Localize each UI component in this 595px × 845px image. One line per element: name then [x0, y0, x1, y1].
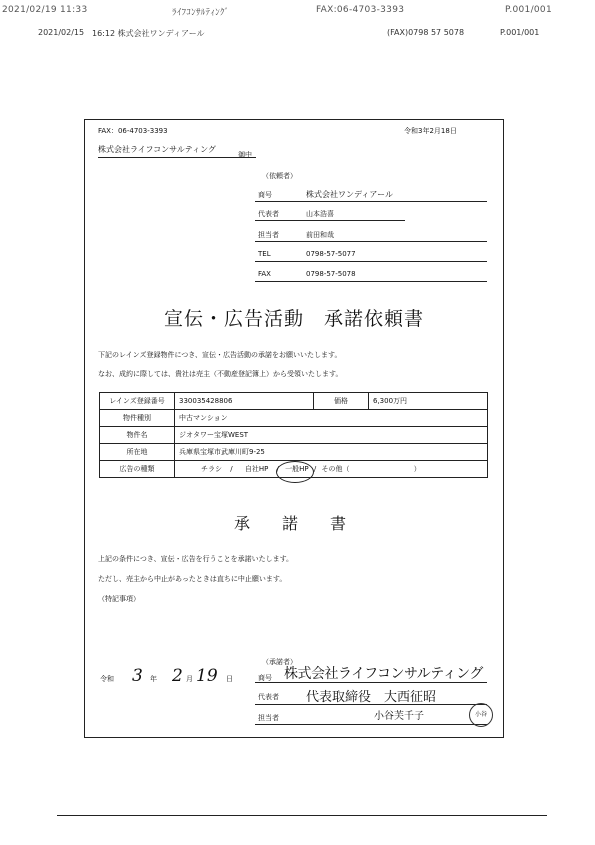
- requester-rep: 山本浩喜: [306, 210, 334, 218]
- consenter-company: 株式会社ライフコンサルティング: [284, 666, 483, 682]
- consenter-contact: 小谷芙千子: [374, 711, 424, 722]
- requester-heading: （依頼者）: [262, 172, 297, 180]
- table-row: [100, 393, 488, 410]
- document-date: 令和3年2月18日: [404, 127, 457, 135]
- requester-fax: 0798-57-5078: [306, 270, 356, 278]
- property-type: 中古マンション: [175, 410, 488, 427]
- fax-sender-1: ﾗｲﾌｺﾝｻﾙﾃｨﾝｸﾞ: [172, 8, 230, 18]
- requester-underline: [255, 261, 487, 262]
- table-label-address: 所在地: [100, 444, 175, 461]
- recipient-honorific: 御中: [238, 151, 252, 159]
- ad-option-other-close: ）: [413, 465, 421, 473]
- reins-number: 330035428806: [175, 393, 314, 410]
- ad-type-options: [175, 461, 488, 478]
- requester-label-rep: 代表者: [258, 210, 279, 218]
- consenter-underline: [255, 704, 487, 705]
- fax-page-2: P.001/001: [500, 28, 540, 37]
- requester-underline: [255, 281, 487, 282]
- table-row: [100, 444, 488, 461]
- requester-underline: [255, 201, 487, 202]
- fax-datetime-2: 2021/02/15: [38, 28, 85, 37]
- requester-contact: 前田和哉: [306, 231, 334, 239]
- signed-year: 3: [132, 666, 143, 686]
- request-text-2: なお、成約に際しては、貴社は売主（不動産登記簿上）から受領いたします。: [98, 370, 343, 378]
- price: 6,300万円: [369, 393, 488, 410]
- consent-text-2: ただし、売主から中止があったときは直ちに中止願います。: [98, 575, 287, 583]
- consenter-heading: （承諾者）: [262, 658, 297, 666]
- signed-era: 令和: [100, 675, 114, 683]
- consenter-underline: [255, 682, 487, 683]
- option-separator: /: [313, 465, 317, 473]
- requester-underline: [255, 241, 487, 242]
- property-address: 兵庫県宝塚市武庫川町9-25: [175, 444, 488, 461]
- table-row: [100, 410, 488, 427]
- ad-option-flyer: チラシ: [201, 465, 222, 473]
- signed-year-unit: 年: [150, 675, 157, 683]
- property-name: ジオタワー宝塚WEST: [175, 427, 488, 444]
- recipient-underline: [98, 157, 256, 158]
- page-bottom-rule: [57, 815, 547, 816]
- consenter-label-company: 商号: [258, 674, 272, 682]
- fax-to: FAX：06-4703-3393: [98, 127, 168, 135]
- requester-company: 株式会社ワンディアール: [306, 190, 393, 199]
- signed-day: 19: [196, 666, 218, 686]
- consenter-rep: 代表取締役 大西征昭: [306, 690, 437, 705]
- signed-month-unit: 月: [186, 675, 193, 683]
- ad-option-general-hp: 一般HP: [285, 465, 309, 473]
- personal-seal-stamp: 小谷: [469, 703, 493, 727]
- fax-number-2: (FAX)0798 57 5078: [387, 28, 465, 37]
- requester-label-company: 商号: [258, 191, 272, 199]
- fax-number-1: FAX:06-4703-3393: [316, 5, 405, 15]
- consenter-label-rep: 代表者: [258, 693, 279, 701]
- requester-tel: 0798-57-5077: [306, 250, 356, 258]
- table-label-property-type: 物件種別: [100, 410, 175, 427]
- signed-day-unit: 日: [226, 675, 233, 683]
- option-separator: /: [230, 465, 233, 473]
- consenter-underline: [255, 724, 487, 725]
- fax-page-1: P.001/001: [505, 5, 552, 15]
- special-notes-label: （特記事項）: [98, 595, 140, 603]
- table-label-reins-number: レインズ登録番号: [100, 393, 175, 410]
- requester-underline: [255, 220, 405, 221]
- consenter-label-contact: 担当者: [258, 714, 279, 722]
- table-row: [100, 427, 488, 444]
- table-label-property-name: 物件名: [100, 427, 175, 444]
- recipient-name: 株式会社ライフコンサルティング: [98, 145, 216, 154]
- request-text-1: 下記のレインズ登録物件につき、宣伝・広告活動の承諾をお願いいたします。: [98, 351, 342, 359]
- option-separator: /: [276, 465, 279, 473]
- consent-text-1: 上記の条件につき、宣伝・広告を行うことを承諾いたします。: [98, 555, 294, 563]
- table-label-ad-type: 広告の種類: [100, 461, 175, 478]
- requester-label-fax: FAX: [258, 270, 271, 278]
- selected-option-circle: [276, 461, 317, 483]
- ad-option-own-hp: 自社HP: [244, 465, 269, 473]
- signed-month: 2: [172, 666, 183, 686]
- fax-datetime-1: 2021/02/19 11:33: [2, 5, 88, 15]
- requester-label-contact: 担当者: [258, 231, 279, 239]
- ad-option-other: その他（: [321, 465, 350, 473]
- fax-sender-2: 16:12 株式会社ワンディアール: [92, 29, 205, 38]
- consent-title: 承 諾 書: [234, 514, 347, 533]
- table-label-price: 価格: [314, 393, 369, 410]
- requester-label-tel: TEL: [258, 250, 271, 258]
- document-title: 宣伝・広告活動 承諾依頼書: [164, 308, 425, 330]
